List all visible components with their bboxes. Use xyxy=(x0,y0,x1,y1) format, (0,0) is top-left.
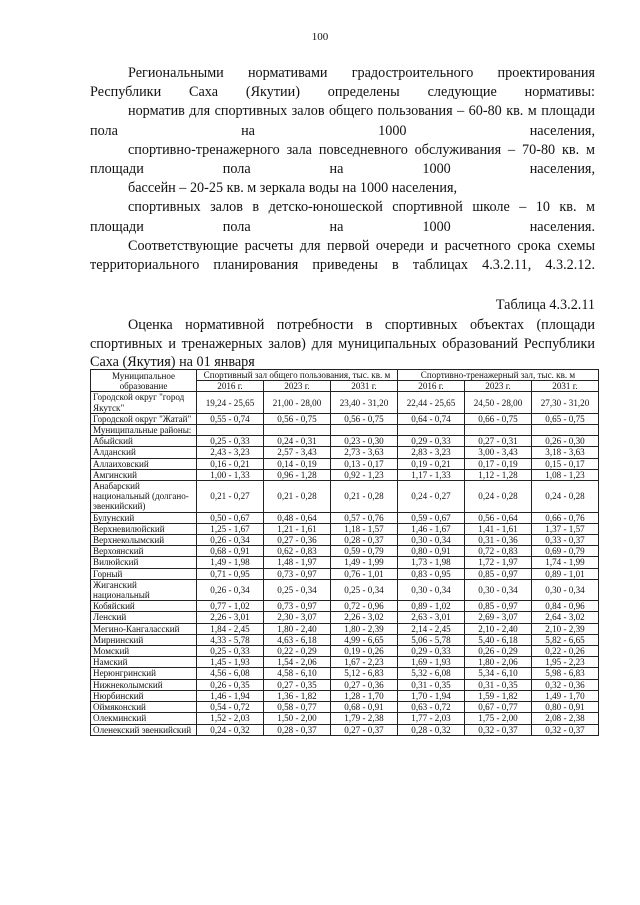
value-cell: 2,83 - 3,23 xyxy=(398,447,465,458)
table-row xyxy=(91,623,599,634)
municipality-name: Оймяконский xyxy=(91,702,197,713)
value-cell: 1,48 - 1,97 xyxy=(264,557,331,568)
value-cell: 0,22 - 0,26 xyxy=(532,646,599,657)
value-cell: 2,73 - 3,63 xyxy=(331,447,398,458)
municipality-name: Жиганский национальный xyxy=(91,579,197,600)
value-cell: 0,27 - 0,31 xyxy=(465,436,532,447)
municipality-name: Кобяйский xyxy=(91,601,197,612)
table-row xyxy=(91,634,599,645)
value-cell: 1,72 - 1,97 xyxy=(465,557,532,568)
municipality-name: Горный xyxy=(91,568,197,579)
value-cell xyxy=(197,425,264,436)
value-cell: 1,21 - 1,61 xyxy=(264,523,331,534)
value-cell: 0,31 - 0,35 xyxy=(398,679,465,690)
value-cell: 0,27 - 0,36 xyxy=(331,679,398,690)
municipality-name: Верхоянский xyxy=(91,546,197,557)
municipality-name: Булунский xyxy=(91,512,197,523)
paragraph-norm-youth-school: спортивных залов в детско-юношеской спортивной школе – 10 кв. м площади пола на 1000 населения. xyxy=(90,199,595,235)
value-cell: 0,31 - 0,36 xyxy=(465,535,532,546)
body-text xyxy=(90,64,595,275)
value-cell: 0,27 - 0,36 xyxy=(264,535,331,546)
table-row xyxy=(91,546,599,557)
value-cell: 2,57 - 3,43 xyxy=(264,447,331,458)
value-cell: 2,43 - 3,23 xyxy=(197,447,264,458)
municipality-name: Ленский xyxy=(91,612,197,623)
value-cell: 19,24 - 25,65 xyxy=(197,392,264,413)
value-cell: 0,21 - 0,28 xyxy=(264,481,331,513)
table-row xyxy=(91,713,599,724)
value-cell: 0,26 - 0,30 xyxy=(532,436,599,447)
table-row xyxy=(91,679,599,690)
value-cell: 27,30 - 31,20 xyxy=(532,392,599,413)
municipality-name: Абыйский xyxy=(91,436,197,447)
table-row xyxy=(91,512,599,523)
value-cell: 0,89 - 1,01 xyxy=(532,568,599,579)
value-cell: 0,92 - 1,23 xyxy=(331,469,398,480)
table-row xyxy=(91,436,599,447)
value-cell: 0,50 - 0,67 xyxy=(197,512,264,523)
value-cell: 0,14 - 0,19 xyxy=(264,458,331,469)
value-cell: 1,49 - 1,99 xyxy=(331,557,398,568)
municipality-name: Нерюнгринский xyxy=(91,668,197,679)
value-cell: 1,41 - 1,61 xyxy=(465,523,532,534)
value-cell: 0,66 - 0,76 xyxy=(532,512,599,523)
value-cell: 0,48 - 0,64 xyxy=(264,512,331,523)
value-cell: 1,08 - 1,23 xyxy=(532,469,599,480)
value-cell: 2,08 - 2,38 xyxy=(532,713,599,724)
table-row xyxy=(91,690,599,701)
municipality-name: Момский xyxy=(91,646,197,657)
value-cell: 4,56 - 6,08 xyxy=(197,668,264,679)
value-cell: 5,82 - 6,65 xyxy=(532,634,599,645)
value-cell: 0,84 - 0,96 xyxy=(532,601,599,612)
paragraph-norm-sport-halls: норматив для спортивных залов общего пользования – 60-80 кв. м площади пола на 1000 населения, xyxy=(90,103,595,139)
value-cell: 0,30 - 0,34 xyxy=(398,579,465,600)
value-cell: 0,69 - 0,79 xyxy=(532,546,599,557)
value-cell: 1,49 - 1,98 xyxy=(197,557,264,568)
value-cell: 2,10 - 2,39 xyxy=(532,623,599,634)
value-cell xyxy=(398,425,465,436)
table-label: Таблица 4.3.2.11 xyxy=(495,297,595,313)
value-cell: 2,63 - 3,01 xyxy=(398,612,465,623)
value-cell: 0,64 - 0,74 xyxy=(398,413,465,424)
value-cell: 0,15 - 0,17 xyxy=(532,458,599,469)
value-cell: 1,46 - 1,67 xyxy=(398,523,465,534)
value-cell: 1,77 - 2,03 xyxy=(398,713,465,724)
value-cell xyxy=(532,425,599,436)
value-cell: 1,36 - 1,82 xyxy=(264,690,331,701)
value-cell: 0,63 - 0,72 xyxy=(398,702,465,713)
value-cell: 2,69 - 3,07 xyxy=(465,612,532,623)
value-cell: 4,58 - 6,10 xyxy=(264,668,331,679)
municipality-name: Верхневилюйский xyxy=(91,523,197,534)
value-cell: 0,56 - 0,64 xyxy=(465,512,532,523)
table-row xyxy=(91,469,599,480)
value-cell: 0,67 - 0,77 xyxy=(465,702,532,713)
value-cell: 1,17 - 1,33 xyxy=(398,469,465,480)
paragraph-norm-pool: бассейн – 20-25 кв. м зеркала воды на 1000 населения, xyxy=(128,180,458,197)
value-cell: 0,23 - 0,30 xyxy=(331,436,398,447)
value-cell: 0,22 - 0,29 xyxy=(264,646,331,657)
value-cell: 0,56 - 0,75 xyxy=(264,413,331,424)
sport-needs-table xyxy=(90,369,599,736)
value-cell: 0,80 - 0,91 xyxy=(532,702,599,713)
value-cell: 0,28 - 0,32 xyxy=(398,724,465,735)
value-cell: 0,30 - 0,34 xyxy=(398,535,465,546)
paragraph-intro: Региональными нормативами градостроительного проектирования Республики Саха (Якутии) определены следующие нормативы: xyxy=(90,65,595,101)
municipality-name: Аллаиховский xyxy=(91,458,197,469)
value-cell: 0,24 - 0,28 xyxy=(532,481,599,513)
value-cell: 0,32 - 0,37 xyxy=(532,724,599,735)
header-sport-hall-group: Спортивный зал общего пользования, тыс. кв. м xyxy=(197,370,398,381)
header-year: 2023 г. xyxy=(465,381,532,392)
value-cell: 1,49 - 1,70 xyxy=(532,690,599,701)
value-cell: 1,84 - 2,45 xyxy=(197,623,264,634)
value-cell: 0,54 - 0,72 xyxy=(197,702,264,713)
value-cell: 0,32 - 0,36 xyxy=(532,679,599,690)
value-cell: 1,80 - 2,40 xyxy=(264,623,331,634)
value-cell: 0,68 - 0,91 xyxy=(197,546,264,557)
value-cell: 0,73 - 0,97 xyxy=(264,568,331,579)
table-row xyxy=(91,447,599,458)
value-cell: 1,25 - 1,67 xyxy=(197,523,264,534)
value-cell: 1,69 - 1,93 xyxy=(398,657,465,668)
value-cell: 0,56 - 0,75 xyxy=(331,413,398,424)
value-cell: 0,21 - 0,28 xyxy=(331,481,398,513)
header-year: 2016 г. xyxy=(398,381,465,392)
value-cell: 0,71 - 0,95 xyxy=(197,568,264,579)
value-cell: 22,44 - 25,65 xyxy=(398,392,465,413)
table-row xyxy=(91,481,599,513)
value-cell: 2,26 - 3,01 xyxy=(197,612,264,623)
municipality-name: Городской округ "город Якутск" xyxy=(91,392,197,413)
table-row xyxy=(91,724,599,735)
value-cell: 0,32 - 0,37 xyxy=(465,724,532,735)
municipality-name: Амгинский xyxy=(91,469,197,480)
table-row xyxy=(91,425,599,436)
municipality-name: Оленекский эвенкийский xyxy=(91,724,197,735)
municipality-name: Алданский xyxy=(91,447,197,458)
header-gym-group: Спортивно-тренажерный зал, тыс. кв. м xyxy=(398,370,599,381)
value-cell: 0,55 - 0,74 xyxy=(197,413,264,424)
value-cell xyxy=(331,425,398,436)
value-cell: 21,00 - 28,00 xyxy=(264,392,331,413)
value-cell: 0,58 - 0,77 xyxy=(264,702,331,713)
value-cell: 0,26 - 0,29 xyxy=(465,646,532,657)
value-cell: 23,40 - 31,20 xyxy=(331,392,398,413)
table-row xyxy=(91,557,599,568)
value-cell: 0,76 - 1,01 xyxy=(331,568,398,579)
table-row xyxy=(91,392,599,413)
value-cell: 0,30 - 0,34 xyxy=(465,579,532,600)
value-cell: 0,24 - 0,31 xyxy=(264,436,331,447)
municipality-name: Намский xyxy=(91,657,197,668)
value-cell: 2,14 - 2,45 xyxy=(398,623,465,634)
value-cell: 0,26 - 0,35 xyxy=(197,679,264,690)
value-cell: 0,19 - 0,26 xyxy=(331,646,398,657)
table-row xyxy=(91,657,599,668)
page-number: 100 xyxy=(311,31,329,43)
value-cell: 0,73 - 0,97 xyxy=(264,601,331,612)
value-cell: 5,34 - 6,10 xyxy=(465,668,532,679)
value-cell: 0,68 - 0,91 xyxy=(331,702,398,713)
value-cell: 1,28 - 1,70 xyxy=(331,690,398,701)
value-cell: 0,13 - 0,17 xyxy=(331,458,398,469)
value-cell: 0,33 - 0,37 xyxy=(532,535,599,546)
value-cell: 4,63 - 6,18 xyxy=(264,634,331,645)
value-cell: 1,12 - 1,28 xyxy=(465,469,532,480)
municipality-name: Муниципальные районы: xyxy=(91,425,197,436)
table-row xyxy=(91,579,599,600)
value-cell: 0,31 - 0,35 xyxy=(465,679,532,690)
value-cell: 1,50 - 2,00 xyxy=(264,713,331,724)
paragraph-norm-gym: спортивно-тренажерного зала повседневного обслуживания – 70-80 кв. м площади пола на 1000 населения, xyxy=(90,141,595,178)
value-cell: 0,24 - 0,32 xyxy=(197,724,264,735)
header-municipality: Муниципальное образование xyxy=(91,370,197,392)
table-row xyxy=(91,601,599,612)
table-row xyxy=(91,702,599,713)
value-cell: 0,77 - 1,02 xyxy=(197,601,264,612)
value-cell xyxy=(264,425,331,436)
value-cell: 0,17 - 0,19 xyxy=(465,458,532,469)
municipality-name: Анабарский национальный (долгано-эвенкийский) xyxy=(91,481,197,513)
table-caption: Оценка нормативной потребности в спортивных объектах (площади спортивных и тренажерных залов) для муниципальных образований Республики Саха (Якутия) на 01 января xyxy=(90,317,595,370)
table-row xyxy=(91,458,599,469)
value-cell: 0,62 - 0,83 xyxy=(264,546,331,557)
value-cell: 1,54 - 2,06 xyxy=(264,657,331,668)
value-cell: 4,33 - 5,78 xyxy=(197,634,264,645)
value-cell: 2,64 - 3,02 xyxy=(532,612,599,623)
header-year: 2023 г. xyxy=(264,381,331,392)
value-cell: 1,52 - 2,03 xyxy=(197,713,264,724)
value-cell: 0,65 - 0,75 xyxy=(532,413,599,424)
value-cell: 0,66 - 0,75 xyxy=(465,413,532,424)
value-cell: 0,96 - 1,28 xyxy=(264,469,331,480)
value-cell: 0,21 - 0,27 xyxy=(197,481,264,513)
municipality-name: Олекминский xyxy=(91,713,197,724)
table-row xyxy=(91,413,599,424)
value-cell: 1,80 - 2,06 xyxy=(465,657,532,668)
value-cell: 0,29 - 0,33 xyxy=(398,646,465,657)
value-cell: 1,59 - 1,82 xyxy=(465,690,532,701)
value-cell: 0,25 - 0,33 xyxy=(197,436,264,447)
value-cell: 0,28 - 0,37 xyxy=(331,535,398,546)
value-cell: 2,26 - 3,02 xyxy=(331,612,398,623)
value-cell: 24,50 - 28,00 xyxy=(465,392,532,413)
value-cell: 0,25 - 0,34 xyxy=(264,579,331,600)
header-year: 2031 г. xyxy=(331,381,398,392)
value-cell: 0,24 - 0,27 xyxy=(398,481,465,513)
value-cell: 0,83 - 0,95 xyxy=(398,568,465,579)
table-row xyxy=(91,568,599,579)
table-row xyxy=(91,668,599,679)
value-cell xyxy=(465,425,532,436)
value-cell: 0,30 - 0,34 xyxy=(532,579,599,600)
value-cell: 0,57 - 0,76 xyxy=(331,512,398,523)
municipality-name: Мирнинский xyxy=(91,634,197,645)
value-cell: 0,59 - 0,79 xyxy=(331,546,398,557)
municipality-name: Верхнеколымский xyxy=(91,535,197,546)
value-cell: 0,24 - 0,28 xyxy=(465,481,532,513)
value-cell: 0,25 - 0,34 xyxy=(331,579,398,600)
value-cell: 0,27 - 0,37 xyxy=(331,724,398,735)
value-cell: 1,45 - 1,93 xyxy=(197,657,264,668)
value-cell: 0,89 - 1,02 xyxy=(398,601,465,612)
municipality-name: Мегино-Кангаласский xyxy=(91,623,197,634)
value-cell: 0,19 - 0,21 xyxy=(398,458,465,469)
value-cell: 0,59 - 0,67 xyxy=(398,512,465,523)
municipality-name: Нижнеколымский xyxy=(91,679,197,690)
value-cell: 1,70 - 1,94 xyxy=(398,690,465,701)
municipality-name: Городской округ "Жатай" xyxy=(91,413,197,424)
value-cell: 1,95 - 2,23 xyxy=(532,657,599,668)
value-cell: 5,06 - 5,78 xyxy=(398,634,465,645)
table-row xyxy=(91,646,599,657)
value-cell: 5,98 - 6,83 xyxy=(532,668,599,679)
paragraph-calculations: Соответствующие расчеты для первой очереди и расчетного срока схемы территориального планирования приведены в таблицах 4.3.2.11, 4.3.2.12. xyxy=(90,237,595,274)
municipality-name: Нюрбинский xyxy=(91,690,197,701)
value-cell: 0,16 - 0,21 xyxy=(197,458,264,469)
value-cell: 0,27 - 0,35 xyxy=(264,679,331,690)
value-cell: 0,72 - 0,83 xyxy=(465,546,532,557)
value-cell: 3,00 - 3,43 xyxy=(465,447,532,458)
value-cell: 5,32 - 6,08 xyxy=(398,668,465,679)
value-cell: 1,80 - 2,39 xyxy=(331,623,398,634)
value-cell: 0,26 - 0,34 xyxy=(197,535,264,546)
value-cell: 3,18 - 3,63 xyxy=(532,447,599,458)
value-cell: 5,12 - 6,83 xyxy=(331,668,398,679)
value-cell: 1,67 - 2,23 xyxy=(331,657,398,668)
value-cell: 0,80 - 0,91 xyxy=(398,546,465,557)
value-cell: 2,30 - 3,07 xyxy=(264,612,331,623)
value-cell: 1,18 - 1,57 xyxy=(331,523,398,534)
header-year: 2016 г. xyxy=(197,381,264,392)
value-cell: 1,46 - 1,94 xyxy=(197,690,264,701)
value-cell: 0,26 - 0,34 xyxy=(197,579,264,600)
value-cell: 0,72 - 0,96 xyxy=(331,601,398,612)
table-body xyxy=(91,392,599,735)
value-cell: 1,74 - 1,99 xyxy=(532,557,599,568)
municipality-name: Вилюйский xyxy=(91,557,197,568)
value-cell: 0,28 - 0,37 xyxy=(264,724,331,735)
value-cell: 1,75 - 2,00 xyxy=(465,713,532,724)
value-cell: 0,85 - 0,97 xyxy=(465,568,532,579)
value-cell: 1,37 - 1,57 xyxy=(532,523,599,534)
value-cell: 4,99 - 6,65 xyxy=(331,634,398,645)
value-cell: 5,40 - 6,18 xyxy=(465,634,532,645)
header-year: 2031 г. xyxy=(532,381,599,392)
value-cell: 2,10 - 2,40 xyxy=(465,623,532,634)
value-cell: 0,29 - 0,33 xyxy=(398,436,465,447)
value-cell: 1,79 - 2,38 xyxy=(331,713,398,724)
value-cell: 0,25 - 0,33 xyxy=(197,646,264,657)
table-row xyxy=(91,535,599,546)
value-cell: 1,73 - 1,98 xyxy=(398,557,465,568)
value-cell: 0,85 - 0,97 xyxy=(465,601,532,612)
table-row xyxy=(91,612,599,623)
table-row xyxy=(91,523,599,534)
value-cell: 1,00 - 1,33 xyxy=(197,469,264,480)
